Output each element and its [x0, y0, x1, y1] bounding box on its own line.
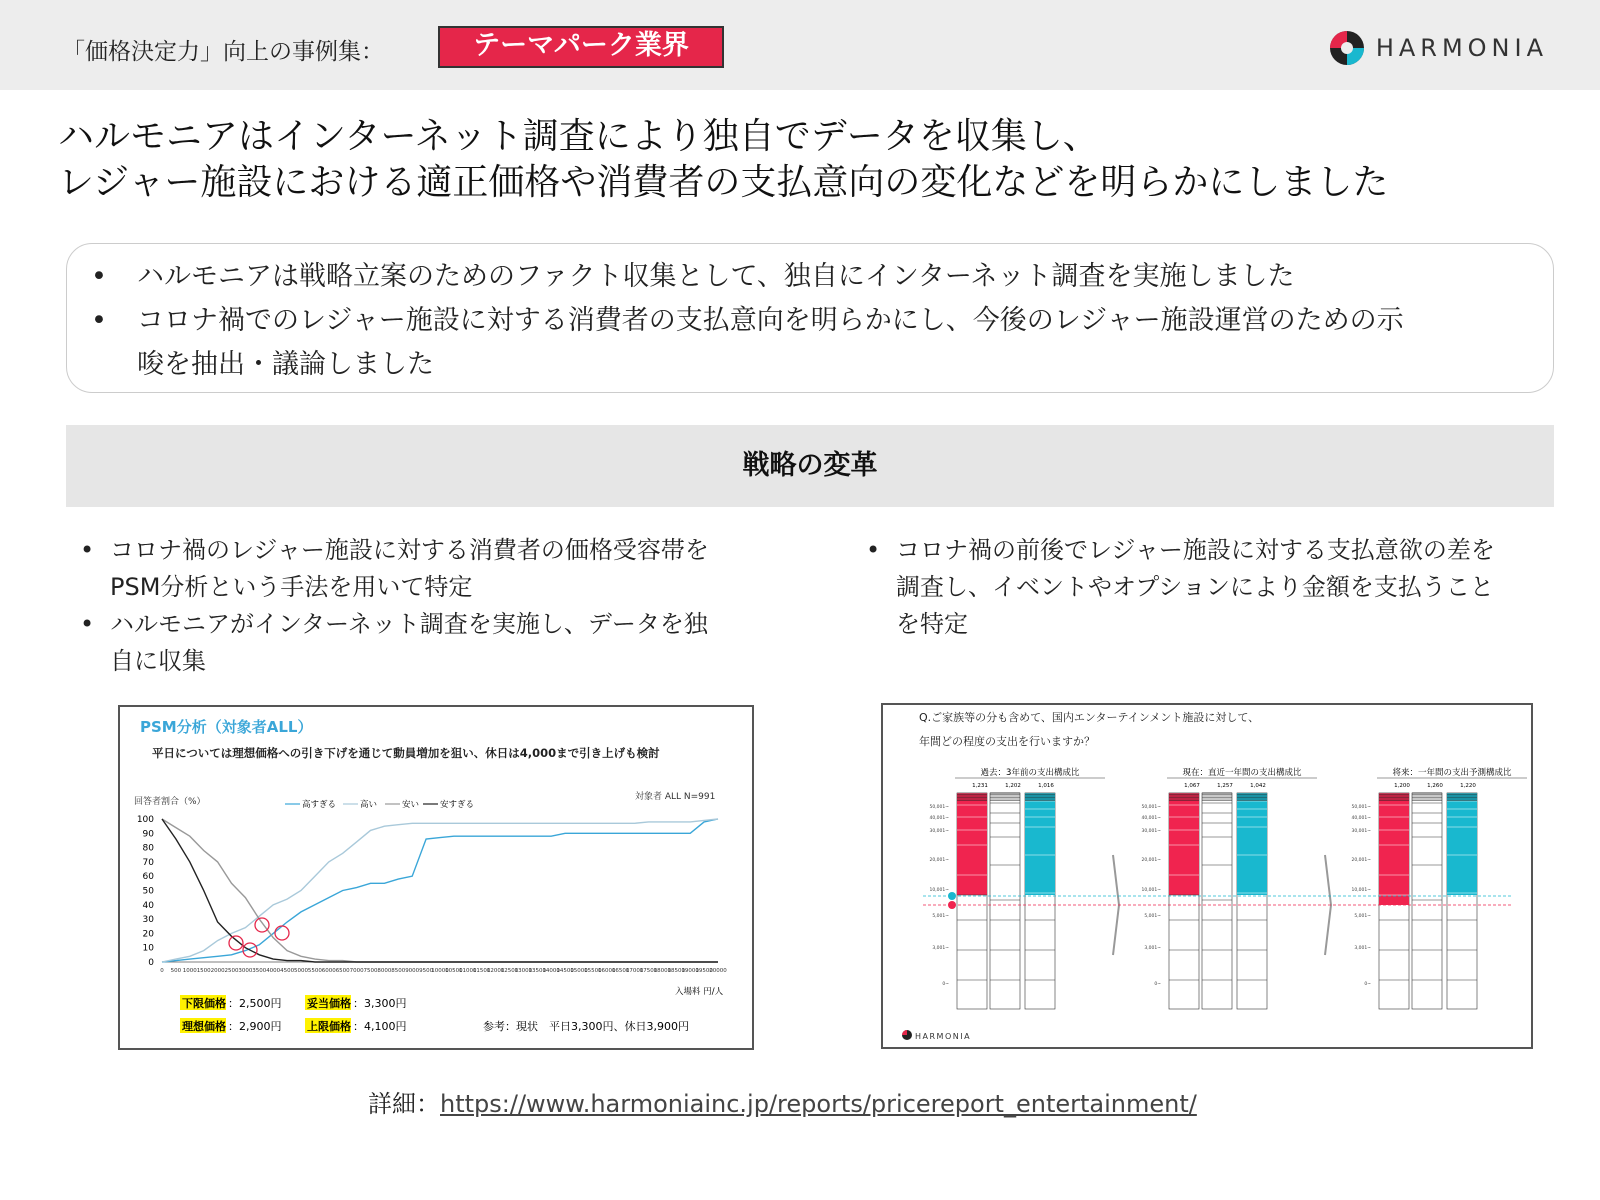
right-text: 調査し、イベントやオプションにより金額を支払うこと — [896, 573, 1494, 601]
x-tick-label: 8500 — [391, 968, 406, 974]
headline — [58, 114, 1388, 206]
industry-tag: テーマパーク業界 — [438, 26, 724, 68]
x-tick-label: 13000 — [514, 968, 533, 974]
x-tick-label: 4500 — [280, 968, 295, 974]
psm-y-label: 回答者割合（%） — [134, 797, 206, 807]
x-tick-label: 500 — [170, 968, 182, 974]
x-tick-label: 8000 — [377, 968, 392, 974]
psm-title: PSM分析（対象者ALL） — [140, 718, 313, 736]
band-label: 0~ — [1154, 982, 1161, 987]
psm-results — [180, 995, 689, 1033]
summary-text: ハルモニアは戦略立案のためのファクト収集として、独自にインターネット調査を実施しました — [137, 261, 1295, 292]
right-text: を特定 — [896, 610, 968, 638]
section-title: 戦略の変革 — [66, 425, 1554, 507]
result-ideal-label: 理想価格 — [182, 1020, 226, 1033]
right-column — [866, 532, 1546, 643]
psm-x-unit: 入場料 円/人 — [675, 987, 724, 997]
stack-column — [1202, 793, 1232, 1009]
x-tick-label: 18000 — [653, 968, 672, 974]
band-label: 40,001~ — [1351, 816, 1371, 821]
x-tick-label: 0 — [160, 968, 164, 974]
x-tick-label: 10000 — [431, 968, 449, 974]
x-tick-label: 5000 — [294, 968, 308, 974]
psm-lines — [162, 819, 718, 962]
harmonia-mini-logo — [902, 1030, 971, 1041]
x-tick-label: 4000 — [266, 968, 281, 974]
summary-text: コロナ禍でのレジャー施設に対する消費者の支払意向を明らかにし、今後のレジャー施設運営のための示 — [137, 305, 1404, 336]
summary-item-2-continued — [137, 343, 1527, 387]
x-tick-label: 16500 — [611, 968, 630, 974]
band-label: 0~ — [1364, 982, 1371, 987]
x-tick-label: 14000 — [542, 968, 560, 974]
x-tick-label: 13500 — [528, 968, 547, 974]
x-tick-label: 2000 — [210, 968, 225, 974]
x-tick-label: 7500 — [363, 968, 378, 974]
legend-cheap: 安い — [402, 800, 420, 810]
psm-chart-figure — [118, 705, 754, 1050]
series-too-cheap — [162, 819, 718, 962]
summary-item-2 — [91, 299, 1527, 343]
bullet: • — [91, 305, 107, 336]
band-label: 50,001~ — [1141, 805, 1161, 810]
x-tick-label: 3000 — [238, 968, 253, 974]
stack-column — [1412, 793, 1442, 1009]
marker-fair — [255, 918, 269, 932]
x-tick-label: 1000 — [182, 968, 197, 974]
result-ideal-value: ：2,900円 — [228, 1020, 282, 1033]
y-tick-label: 10 — [142, 943, 154, 954]
mini-brand: HARMONIA — [915, 1032, 972, 1041]
summary-text: 唆を抽出・議論しました — [137, 349, 434, 380]
y-tick-label: 50 — [142, 886, 154, 897]
y-tick-label: 60 — [142, 872, 154, 883]
right-text: コロナ禍の前後でレジャー施設に対する支払意欲の差を — [896, 536, 1495, 564]
harmonia-logo[interactable] — [1328, 30, 1548, 66]
left-item-1-continued — [80, 569, 780, 606]
result-fair-value: ：3,300円 — [353, 997, 407, 1010]
x-tick-label: 12000 — [486, 968, 505, 974]
band-label: 20,001~ — [1141, 858, 1161, 863]
group-total: 1,042 — [1250, 783, 1266, 789]
brand-name: HARMONIA — [1375, 34, 1548, 62]
group-total: 1,067 — [1184, 783, 1200, 789]
psm-chart — [120, 707, 752, 1048]
result-lower-label: 下限価格 — [182, 997, 226, 1010]
group-total: 1,016 — [1038, 783, 1054, 789]
left-item-1 — [80, 532, 780, 569]
psm-sample: 対象者 ALL N=991 — [635, 792, 716, 802]
band-label: 50,001~ — [929, 805, 949, 810]
y-tick-label: 90 — [142, 829, 154, 840]
group-total: 1,200 — [1394, 783, 1410, 789]
headline-line-1: ハルモニアはインターネット調査により独自でデータを収集し、 — [58, 116, 1099, 157]
y-tick-label: 40 — [142, 900, 154, 911]
x-tick-label: 3500 — [252, 968, 267, 974]
left-item-2 — [80, 606, 780, 643]
y-tick-label: 30 — [142, 915, 154, 926]
x-tick-label: 9500 — [419, 968, 434, 974]
x-tick-label: 17500 — [639, 968, 658, 974]
headline-line-2: レジャー施設における適正価格や消費者の支払意向の変化などを明らかにしました — [58, 162, 1389, 203]
header-bar — [0, 0, 1600, 90]
intersection-markers — [229, 918, 289, 957]
x-tick-label: 10500 — [445, 968, 463, 974]
group-total: 1,231 — [972, 783, 988, 789]
series-too-expensive — [162, 819, 718, 962]
y-tick-label: 20 — [142, 929, 154, 940]
band-label: 3,001~ — [1144, 946, 1161, 951]
group-title: 将来：一年間の支出予測構成比 — [1392, 768, 1512, 778]
band-label: 3,001~ — [932, 946, 949, 951]
x-tick-label: 14500 — [556, 968, 574, 974]
psm-legend — [285, 799, 474, 810]
bullet: • — [866, 536, 881, 564]
x-tick-label: 11500 — [472, 968, 491, 974]
x-tick-label: 19000 — [681, 968, 699, 974]
result-upper-value: ：4,100円 — [353, 1020, 407, 1033]
left-text: コロナ禍のレジャー施設に対する消費者の価格受容帯を — [110, 536, 709, 564]
result-fair-label: 妥当価格 — [307, 997, 351, 1010]
x-tick-label: 15000 — [570, 968, 588, 974]
bullet: • — [80, 610, 95, 638]
spending-chart-figure — [881, 703, 1533, 1049]
right-item-1-continued — [866, 569, 1546, 606]
y-tick-label: 0 — [148, 958, 154, 968]
stack-segment-highlight — [1025, 793, 1055, 895]
band-label: 40,001~ — [929, 816, 949, 821]
reference-text: 参考：現状 平日3,300円、休日3,900円 — [483, 1020, 689, 1033]
marker-upper-limit — [275, 926, 289, 940]
right-item-1-continued-2 — [866, 606, 1546, 643]
x-tick-label: 18500 — [667, 968, 686, 974]
legend-expensive: 高い — [360, 800, 378, 810]
result-lower-value: ：2,500円 — [228, 997, 282, 1010]
stack-segment-highlight — [1379, 793, 1409, 905]
band-label: 30,001~ — [1141, 829, 1161, 834]
y-tick-label: 70 — [142, 857, 154, 868]
x-tick-label: 15500 — [584, 968, 602, 974]
x-tick-label: 16000 — [598, 968, 616, 974]
band-label: 0~ — [942, 982, 949, 987]
harmonia-logo-icon — [1328, 29, 1366, 67]
left-item-2-continued — [80, 643, 780, 680]
band-label: 5,001~ — [1354, 914, 1371, 919]
marker-lower-limit — [229, 936, 243, 950]
summary-item-1 — [91, 255, 1527, 299]
y-tick-label: 100 — [136, 815, 154, 825]
group-total: 1,220 — [1460, 783, 1476, 789]
summary-box — [66, 243, 1554, 393]
band-label: 30,001~ — [929, 829, 949, 834]
group-total: 1,257 — [1217, 783, 1233, 789]
x-tick-label: 7000 — [349, 968, 364, 974]
x-tick-label: 5500 — [307, 968, 322, 974]
spending-stack-chart — [883, 705, 1531, 1047]
group-total: 1,202 — [1005, 783, 1021, 789]
stack-groups — [929, 767, 1527, 1009]
band-label: 30,001~ — [1351, 829, 1371, 834]
band-label: 40,001~ — [1141, 816, 1161, 821]
stack-segment-highlight — [1447, 793, 1477, 895]
x-tick-label: 11000 — [459, 968, 477, 974]
band-label: 10,001~ — [929, 888, 949, 893]
x-tick-label: 1500 — [196, 968, 211, 974]
group-title: 現在：直近一年間の支出構成比 — [1182, 768, 1302, 778]
band-label: 5,001~ — [932, 914, 949, 919]
question-line-1: Q.ご家族等の分も含めて、国内エンターテインメント施設に対して、 — [919, 711, 1260, 724]
x-tick-label: 6500 — [335, 968, 350, 974]
x-tick-label: 9000 — [405, 968, 420, 974]
detail-link-row — [368, 1084, 1197, 1119]
result-upper-label: 上限価格 — [307, 1020, 351, 1033]
stack-segment-highlight — [1237, 793, 1267, 895]
stack-segment-highlight — [1169, 793, 1199, 895]
group-title: 過去：3年前の支出構成比 — [980, 768, 1080, 778]
x-tick-label: 12500 — [500, 968, 519, 974]
legend-too-expensive: 高すぎる — [302, 800, 337, 810]
detail-link[interactable]: https://www.harmoniainc.jp/reports/pricereport_entertainment/ — [440, 1090, 1197, 1118]
band-label: 10,001~ — [1141, 888, 1161, 893]
detail-prefix: 詳細： — [368, 1090, 440, 1118]
y-tick-label: 80 — [142, 843, 154, 854]
bullet: • — [80, 536, 95, 564]
x-tick-label: 6000 — [321, 968, 336, 974]
left-text: 自に収集 — [110, 647, 206, 675]
x-tick-label: 19500 — [695, 968, 713, 974]
bullet: • — [91, 261, 107, 292]
band-label: 20,001~ — [1351, 858, 1371, 863]
x-tick-label: 2500 — [224, 968, 239, 974]
series-cheap — [162, 819, 718, 962]
band-label: 10,001~ — [1351, 888, 1371, 893]
header-title: 「価格決定力」向上の事例集： — [62, 39, 384, 65]
left-column — [80, 532, 780, 680]
stack-column — [990, 793, 1020, 1009]
band-label: 3,001~ — [1354, 946, 1371, 951]
left-text: PSM分析という手法を用いて特定 — [110, 573, 473, 601]
question-line-2: 年間どの程度の支出を行いますか？ — [919, 735, 1095, 748]
series-expensive — [162, 819, 718, 962]
band-label: 50,001~ — [1351, 805, 1371, 810]
psm-subtitle: 平日については理想価格への引き下げを通じて動員増加を狙い、休日は4,000まで引き上げも検討 — [152, 746, 660, 760]
x-tick-label: 17000 — [625, 968, 644, 974]
legend-too-cheap: 安すぎる — [440, 800, 475, 810]
stack-segment-highlight — [957, 793, 987, 895]
band-label: 20,001~ — [929, 858, 949, 863]
group-total: 1,260 — [1427, 783, 1443, 789]
right-item-1 — [866, 532, 1546, 569]
band-label: 5,001~ — [1144, 914, 1161, 919]
left-text: ハルモニアがインターネット調査を実施し、データを独 — [110, 610, 708, 638]
x-tick-label: 20000 — [709, 968, 727, 974]
